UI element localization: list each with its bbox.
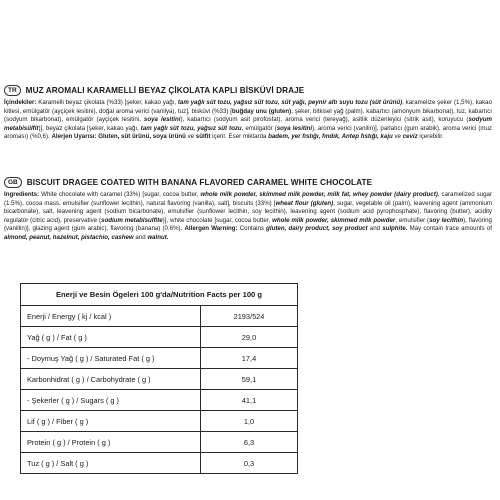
nutrition-row	[21, 432, 298, 453]
nutrient-value: 17,4	[201, 348, 298, 369]
nutrient-label: - Şekerler ( g ) / Sugars ( g )	[21, 390, 201, 411]
tr-text-segment: tam yağlı süt tozu, yağsız süt tozu, süt yağı, peynir altı suyu tozu (süt ürünü)	[177, 99, 403, 106]
tr-text-segment: tam yağlı süt tozu, yağsız süt tozu	[140, 124, 242, 132]
gb-text-segment: whole milk powder, skimmed milk powder, milk fat, whey powder (dairy product)	[200, 191, 438, 198]
nutrition-row	[21, 327, 298, 348]
gb-text-segment: walnut.	[147, 233, 169, 241]
tr-text-segment: , emülgatör (	[241, 124, 277, 132]
english-ingredients-text	[4, 191, 492, 243]
nutrition-table-header: Enerji ve Besin Ögeleri 100 g'da/Nutrition Facts per 100 g	[21, 284, 298, 306]
nutrition-header-row	[21, 284, 298, 306]
tr-text-segment: , karamelize şeker (1,5%), kakao kitlesi, emülgatör (ayçiçek lesitini), doğal aroma verici (vanilya), tuz], bisküvi (%33) [	[4, 99, 492, 115]
english-product-title: BISCUIT DRAGEE COATED WITH BANANA FLAVORED CARAMEL WHITE CHOCOLATE	[26, 177, 373, 187]
nutrient-label: Karbonhidrat ( g ) / Carbohydrate ( g )	[21, 369, 201, 390]
gb-text-segment: Allergen Warning:	[184, 225, 238, 233]
nutrient-label: - Doymuş Yağ ( g ) / Saturated Fat ( g )	[21, 348, 201, 369]
gb-text-segment: Ingredients:	[4, 191, 40, 198]
gb-text-segment: White chocolate with caramel (33%) [sugar, cocoa butter,	[39, 191, 201, 198]
gb-text-segment: , sugar, vegetable oil (palm), leavening agent (ammonium bicarbonate), salt, leavening agent (sodium bicarbonate), emulsifier (sunflower lecithin, soy lecithin), leavening agent (sodium acid pyrophosphate), flavoring (butter), acidity regulator (citric acid), preservative (	[4, 199, 493, 224]
nutrition-row	[21, 411, 298, 432]
gb-text-segment: almond, peanut, hazelnut, pistachio, cashew	[4, 233, 134, 241]
tr-text-segment: ceviz	[402, 133, 418, 141]
gb-text-segment: wheat flour (gluten)	[275, 199, 334, 207]
nutrient-label: Lif ( g ) / Fiber ( g )	[21, 411, 201, 432]
nutrition-row	[21, 453, 298, 474]
nutrient-value: 41,1	[201, 390, 298, 411]
english-section	[4, 176, 492, 243]
tr-text-segment: ve	[185, 133, 196, 141]
nutrient-value: 1,0	[201, 411, 298, 432]
gb-text-segment: sulphite.	[382, 225, 408, 233]
tr-text-segment: ), kabartıcı (sodyum asit pirofosfat), aroma verici (tereyağ), asitlik düzenleyici (sitrik asit), koruyucu (	[180, 116, 469, 124]
tr-text-segment: badem, yer fıstığı, fındık, Antep fıstığı, kaju	[268, 133, 393, 141]
gb-text-segment: whole milk powder, skimmed milk powder	[272, 216, 396, 224]
gb-text-segment: ), flavoring (vanillin)], glazing agent (gum arabic), flavoring (banana) (0.6%).	[4, 216, 492, 233]
tr-text-segment: içerebilir.	[417, 133, 444, 141]
tr-text-segment: İçindekiler:	[4, 99, 37, 106]
tr-text-segment: , şeker, bitkisel yağ (palm), kabartıcı (amonyum bikarbonat), tuz, kabartıcı (sodyum bikarbonat), emülgatör (ayçiçek lesitini,	[4, 107, 492, 124]
tr-text-segment: ), aroma verici (vanilin)], parlatıcı (gum arabik), aroma verici (muz aroması) (%0,6).	[4, 124, 492, 141]
nutrient-label: Tuz ( g ) / Salt ( g )	[21, 453, 201, 474]
gb-text-segment: and	[133, 233, 148, 241]
nutrient-label: Protein ( g ) / Protein ( g )	[21, 432, 201, 453]
tr-text-segment: Alerjen Uyarısı: Gluten, süt ürünü, soya ürünü	[51, 133, 186, 141]
gb-text-segment: and	[367, 225, 383, 233]
nutrient-value: 59,1	[201, 369, 298, 390]
turkish-product-title: MUZ AROMALI KARAMELLİ BEYAZ ÇİKOLATA KAPLI BİSKÜVİ DRAJE	[25, 85, 305, 95]
tr-text-segment: ve	[392, 133, 403, 141]
gb-text-segment: , emulsifier (	[395, 216, 430, 224]
turkish-header	[4, 84, 492, 96]
turkish-ingredients-text	[4, 99, 492, 142]
nutrient-label: Enerji / Energy ( kj / kcal )	[21, 306, 201, 327]
english-header	[4, 176, 492, 188]
tr-text-segment: buğday unu (gluten)	[231, 107, 292, 115]
gb-text-segment: sodium metabisulfite	[101, 216, 163, 224]
nutrition-facts-table	[20, 283, 298, 474]
tr-text-segment: )], beyaz çikolata [şeker, kakao yağı,	[38, 124, 141, 132]
gb-text-segment: , caramelized sugar (1.5%), cocoa mass, emulsifier (sunflower lecithin), natural flavoring (vanilla), salt], biscuits (33%) [	[4, 191, 492, 207]
turkish-section	[4, 84, 492, 142]
nutrition-row	[21, 348, 298, 369]
gb-text-segment: Contains	[237, 225, 267, 233]
tr-text-segment: Karamelli beyaz çikolata (%33) [şeker, kakao yağı,	[36, 99, 178, 106]
tr-text-segment: soya lesitini	[276, 124, 313, 132]
nutrition-row	[21, 369, 298, 390]
tr-text-segment: içerir. Eser miktarda	[210, 133, 269, 141]
tr-text-segment: sodyum metabisülfit	[4, 116, 492, 132]
gb-text-segment: May contain trace amounts of	[407, 225, 492, 233]
gb-text-segment: )], white chocolate [sugar, cocoa butter,	[162, 216, 273, 224]
gb-text-segment: gluten, dairy product, soy product	[266, 225, 368, 233]
gb-language-badge: GB	[4, 177, 22, 188]
nutrient-label: Yağ ( g ) / Fat ( g )	[21, 327, 201, 348]
nutrient-value: 29,0	[201, 327, 298, 348]
gb-text-segment: soy lecithin	[429, 216, 464, 224]
nutrient-value: 6,3	[201, 432, 298, 453]
nutrient-value: 2193/524	[201, 306, 298, 327]
tr-language-badge: TR	[4, 85, 21, 96]
nutrition-row	[21, 390, 298, 411]
tr-text-segment: sülfit	[195, 133, 211, 141]
nutrition-row	[21, 306, 298, 327]
nutrient-value: 0,3	[201, 453, 298, 474]
tr-text-segment: soya lesitini	[143, 116, 181, 124]
